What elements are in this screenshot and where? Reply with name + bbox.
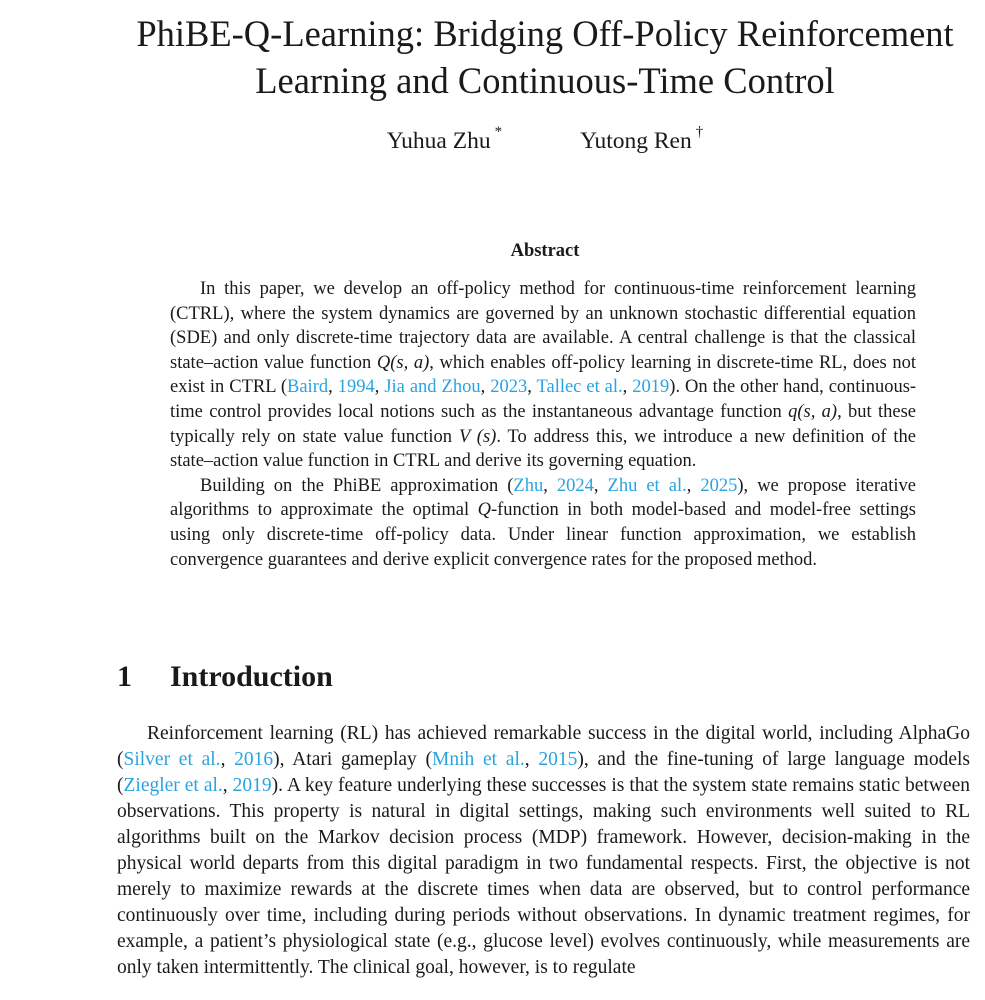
abstract-paragraph: [170, 474, 916, 572]
text-run: ). On the other hand, continuous-time control provides local notions such as the instantaneous advantage function: [170, 377, 917, 422]
citation-link[interactable]: 1994: [337, 377, 375, 398]
citation-link[interactable]: Silver et al.: [123, 749, 221, 770]
text-run: ,: [524, 749, 539, 770]
text-run: Reinforcement learning (RL) has achieved remarkable success in the digital world, including AlphaGo (: [117, 723, 970, 770]
text-run: ,: [686, 475, 701, 496]
text-run: ). A key feature underlying these successes is that the system state remains static between observations. This property is natural in digital settings, making such environments well suited to RL algorithms built on the Markov decision process (MDP) framework. However, decision-making in the physical world departs from this digital paradigm in two fundamental respects. First, the objective is not merely to maximize rewards at the discrete times when data are observed, but to control performance continuously over time, including during periods without observations. In dynamic treatment regimes, for example, a patient’s physiological state (e.g., glucose level) evolves continuously, while measurements are only taken intermittently. The clinical goal, however, is to regulate: [117, 775, 970, 978]
text-run: , but these typically rely on state value function: [170, 401, 916, 447]
author-footnote-mark[interactable]: *: [494, 124, 503, 140]
text-run: , which enables off-policy learning in discrete-time RL, does not exist in CTRL (: [170, 352, 916, 398]
author-name: Yutong Ren: [580, 127, 692, 154]
citation-link[interactable]: 2023: [490, 377, 528, 398]
text-run: ,: [220, 749, 235, 770]
introduction-body: [117, 721, 970, 981]
text-run: ,: [543, 475, 557, 496]
text-run: ,: [593, 475, 608, 496]
citation-link[interactable]: Zhu et al.: [607, 475, 687, 496]
section-title: Introduction: [170, 660, 333, 693]
author-name: Yuhua Zhu: [386, 127, 491, 154]
text-run: ,: [527, 377, 537, 398]
author-footnote-mark[interactable]: †: [695, 124, 704, 140]
citation-link[interactable]: 2019: [232, 775, 272, 796]
math-inline: q(s, a): [788, 401, 838, 422]
citation-link[interactable]: Tallec et al.: [536, 377, 623, 398]
section-number: 1: [117, 660, 132, 693]
math-inline: V (s): [458, 426, 497, 447]
text-run: ), Atari gameplay (: [273, 749, 433, 770]
abstract-heading: Abstract: [510, 241, 580, 261]
citation-link[interactable]: Ziegler et al.: [123, 775, 223, 796]
text-run: In this paper, we develop an off-policy method for continuous-time reinforcement learning (CTRL), where the system dynamics are governed by an unknown stochastic differential equation (SDE) and only discrete-time trajectory data are available. A central challenge is that the classical state–action value function: [170, 279, 916, 373]
text-run: ,: [480, 377, 491, 398]
citation-link[interactable]: Baird: [287, 377, 329, 398]
intro-paragraph: [117, 721, 970, 981]
text-run: ), and the fine-tuning of large language models (: [117, 749, 971, 796]
math-inline: Q: [477, 500, 491, 521]
section-heading: [117, 660, 333, 694]
text-run: ,: [374, 377, 385, 398]
author-list: [120, 124, 970, 155]
citation-link[interactable]: 2024: [556, 475, 594, 496]
author: [386, 124, 503, 155]
citation-link[interactable]: Jia and Zhou: [384, 377, 481, 398]
citation-link[interactable]: 2015: [538, 749, 578, 770]
text-run: ,: [222, 775, 233, 796]
text-run: . To address this, we introduce a new definition of the state–action value function in CTRL and derive its governing equation.: [170, 426, 916, 472]
text-run: ,: [622, 377, 633, 398]
paper-title: [120, 10, 970, 104]
citation-link[interactable]: Mnih et al.: [432, 749, 525, 770]
text-run: Building on the PhiBE approximation (: [200, 475, 514, 496]
title-line-2: Learning and Continuous-Time Control: [255, 60, 835, 101]
citation-link[interactable]: 2019: [632, 377, 670, 398]
citation-link[interactable]: 2025: [700, 475, 738, 496]
citation-link[interactable]: Zhu: [513, 475, 544, 496]
abstract-body: [170, 277, 916, 572]
text-run: ), we propose iterative algorithms to approximate the optimal: [170, 475, 916, 521]
text-run: ,: [328, 377, 338, 398]
author: [580, 124, 704, 155]
citation-link[interactable]: 2016: [234, 749, 274, 770]
abstract-paragraph: [170, 277, 916, 474]
math-inline: Q(s, a): [376, 352, 430, 373]
title-line-1: PhiBE-Q-Learning: Bridging Off-Policy Reinforcement: [136, 13, 954, 54]
text-run: -function in both model-based and model-free settings using only discrete-time off-policy data. Under linear function approximation, we establish convergence guarantees and derive explicit convergence rates for the proposed method.: [170, 500, 916, 570]
